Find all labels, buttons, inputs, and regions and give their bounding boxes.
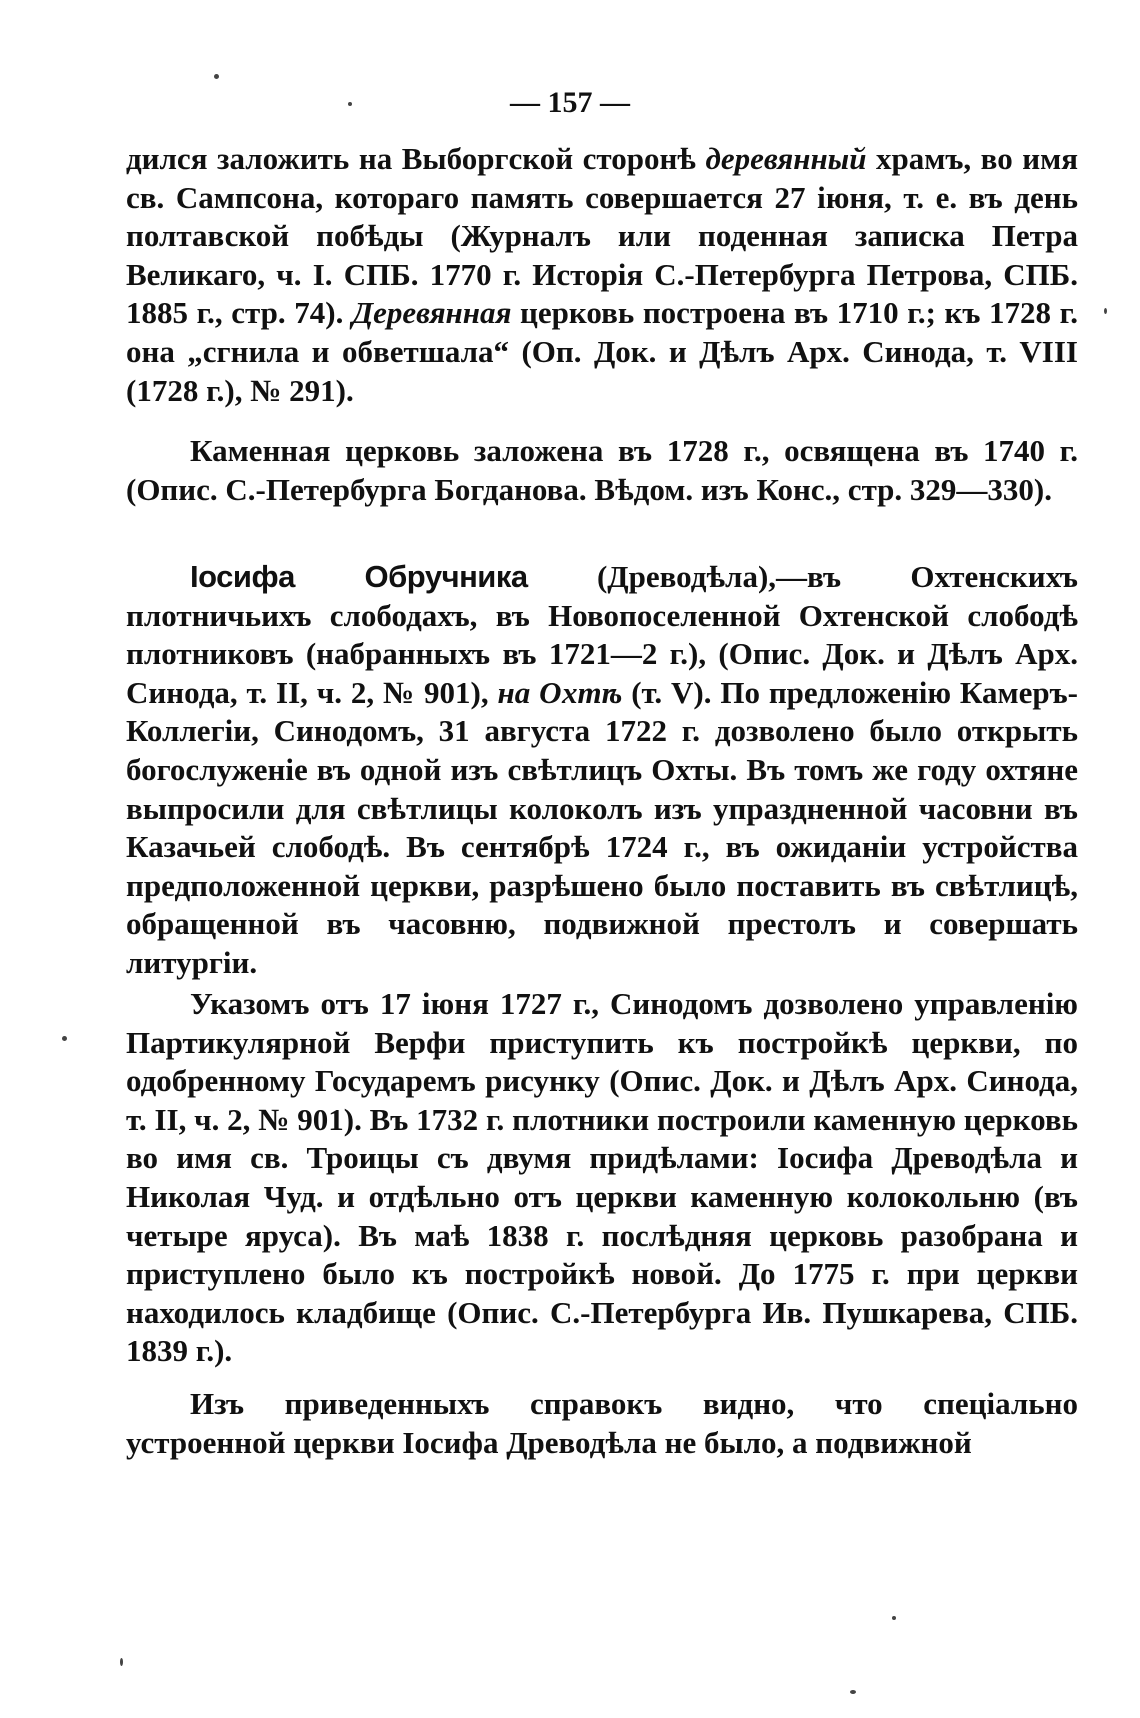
scan-speck <box>850 1690 856 1694</box>
page-body-3 <box>126 558 1078 983</box>
paragraph-sampson-church <box>126 140 1078 410</box>
page-body-2 <box>126 432 1078 509</box>
paragraph-joseph-church <box>126 558 1078 983</box>
paragraph-text: храмъ, во имя св. Сампсона, котораго память совершается 27 іюня, т. е. въ день полтавской побѣды (Журналъ или поденная записка Петра Великаго, ч. I. СПБ. 1770 г. Исторія С.-Петербурга Петрова, СПБ. 1885 г., стр. 74). <box>126 141 1078 331</box>
page-number: — 157 — <box>510 86 630 119</box>
scan-speck <box>62 1036 67 1041</box>
paragraph-text: Указомъ отъ 17 іюня 1727 г., Синодомъ дозволено управленію Партикулярной Верфи приступить къ постройкѣ церкви, по одобренному Государемъ рисунку (Опис. Док. и Дѣлъ Арх. Синода, т. II, ч. 2, № 901). Въ 1732 г. плотники построили каменную церковь во имя св. Троицы съ двумя придѣлами: Іосифа Древодѣла и Николая Чуд. и отдѣльно отъ церкви каменную колокольню (въ четыре яруса). Въ маѣ 1838 г. послѣдняя церковь разобрана и приступлено было къ постройкѣ новой. До 1775 г. при церкви находилось кладбище (Опис. С.-Петербурга Ив. Пушкарева, СПБ. 1839 г.). <box>126 986 1078 1369</box>
scan-speck <box>892 1616 896 1620</box>
paragraph-text: дился заложить на Выборгской сторонѣ <box>126 141 706 176</box>
paragraph-text: (т. V). По предложенію Камеръ-Коллегіи, Синодомъ, 31 августа 1722 г. дозволено было открыть богослуженіе въ одной изъ свѣтлицъ Охты. Въ томъ же году охтяне выпросили для свѣтлицы колоколъ изъ упраздненной часовни въ Казачьей слободѣ. Въ сентябрѣ 1724 г., въ ожиданіи устройства предположенной церкви, разрѣшено было поставить въ свѣтлицѣ, обращенной въ часовню, подвижной престолъ и совершать литургіи. <box>126 674 1079 980</box>
paragraph-text: (Древодѣла),—въ Охтенскихъ плотничьихъ слободахъ, въ Новопоселенной Охтенской слободѣ плотниковъ (набранныхъ въ 1721—2 г.), (Опис. Док. и Дѣлъ Арх. Синода, т. II, ч. 2, № 901), <box>126 559 1078 710</box>
scan-speck <box>1104 308 1107 314</box>
paragraph-decree-1727 <box>126 985 1078 1371</box>
page-body-5 <box>126 1385 1078 1462</box>
scan-speck <box>214 74 219 79</box>
paragraph-text: церковь построена въ 1710 г.; къ 1728 г. она „сгнила и обветшала“ (Оп. Док. и Дѣлъ Арх. Синода, т. VIII (1728 г.), № 291). <box>126 295 1078 408</box>
paragraph-text: Изъ приведенныхъ справокъ видно, что спеціально устроенной церкви Іосифа Древодѣла не было, а подвижной <box>126 1386 1078 1460</box>
page-body <box>126 140 1078 410</box>
page-body-4 <box>126 985 1078 1371</box>
paragraph-stone-church <box>126 432 1078 509</box>
paragraph-text: Каменная церковь заложена въ 1728 г., освящена въ 1740 г. (Опис. С.-Петербурга Богданова. Вѣдом. изъ Конс., стр. 329—330). <box>126 433 1078 507</box>
scan-speck <box>348 102 352 106</box>
italic-wooden-church: Деревянная <box>351 295 512 331</box>
scan-speck <box>120 1658 123 1666</box>
paragraph-conclusion <box>126 1385 1078 1462</box>
italic-wooden: деревянный <box>705 141 867 176</box>
italic-na-okhte: на Охтѣ <box>497 674 623 710</box>
section-heading: Іосифа Обручника <box>190 559 528 594</box>
